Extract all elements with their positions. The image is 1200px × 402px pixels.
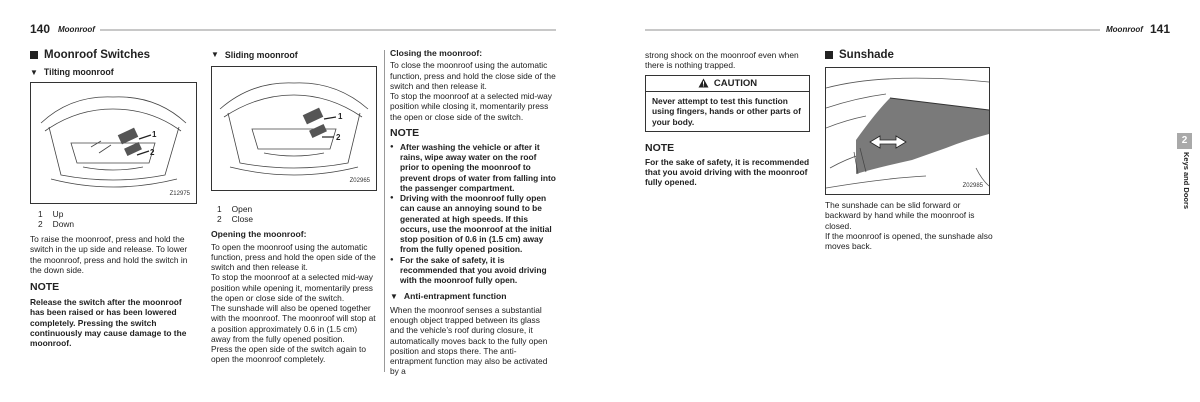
opening-paragraph-2: To stop the moonroof at a selected mid-way position while opening it, momentarily press the open or close side of the switch.: [211, 272, 373, 303]
moonroof-switches-title: Moonroof Switches: [44, 49, 151, 61]
sunshade-paragraph-1: The sunshade can be slid forward or backward by hand while the moonroof is closed.: [825, 200, 975, 231]
legend-num: 2: [217, 213, 222, 224]
sliding-subtitle: Sliding moonroof: [224, 50, 298, 60]
sunshade-title: Sunshade: [839, 49, 894, 61]
sunshade-figure-code: Z02985: [962, 182, 983, 189]
opening-paragraph-1: To open the moonroof using the automatic function, press and hold the open side of the switch and then release it.: [211, 241, 376, 273]
legend-num: 1: [217, 203, 222, 214]
note-heading-col1: NOTE: [30, 281, 60, 294]
left-page-number: 140: [30, 22, 51, 36]
tilting-subtitle: Tilting moonroof: [43, 67, 114, 78]
caution-box: [645, 75, 810, 132]
svg-text:1: 1: [338, 111, 343, 121]
legend-text: Open: [231, 203, 253, 214]
sliding-switch-illustration: [212, 67, 376, 190]
right-header-rule: [645, 29, 1100, 31]
note-list-col3: [390, 142, 556, 286]
legend-item-down: [38, 219, 200, 229]
legend-text: Close: [231, 213, 254, 224]
left-running-head: Moonroof: [58, 25, 95, 34]
closing-paragraph-2: To stop the moonroof at a selected mid-way position while closing it, momentarily press the open or close side of the switch.: [390, 91, 552, 122]
note-item: ● Driving with the moonroof fully open can cause an annoying sound to be generated at high speeds. If this occurs, use the moonroof at the initial stop position of 0.6 in (1.5 cm) away from the fully opened position.: [390, 193, 556, 255]
closing-heading: Closing the moonroof:: [390, 48, 483, 58]
svg-text:2: 2: [150, 147, 155, 157]
continued-text: strong shock on the moonroof even when there is nothing trapped.: [645, 50, 799, 71]
closing-paragraph-1: To close the moonroof using the automatic function, press and hold the close side of the switch and then release it.: [390, 60, 556, 91]
note-heading-col4: NOTE: [645, 141, 675, 154]
square-bullet-icon: [825, 51, 833, 59]
legend-num: 1: [38, 208, 43, 219]
sunshade-figure: [825, 67, 990, 195]
sliding-legend: [211, 204, 379, 225]
tilting-switch-illustration: [31, 83, 196, 203]
column-2: [211, 48, 379, 365]
column-4: [645, 48, 810, 187]
column-1: [30, 48, 200, 348]
moonroof-switches-heading: [30, 48, 200, 62]
triangle-down-icon: ▼: [211, 50, 219, 60]
note-item: ● For the sake of safety, it is recommended that you avoid driving with the moonroof fully open.: [390, 255, 556, 286]
left-header-rule: [100, 29, 556, 31]
sliding-subheading: [211, 50, 379, 61]
svg-text:2: 2: [336, 132, 341, 142]
sliding-figure-code: Z02965: [349, 178, 370, 185]
note-text-col1: Release the switch after the moonroof has been raised or has been lowered completely. Pressing the switch continuously may cause damage to the moonroof.: [30, 297, 187, 349]
tilting-switch-figure: [30, 82, 197, 204]
opening-paragraph-3: The sunshade will also be opened together with the moonroof. The moonroof will stop at a position approximately 0.6 in (1.5 cm) away from the fully opened position.: [211, 303, 376, 344]
sliding-switch-figure: [211, 66, 377, 191]
anti-entrapment-body: When the moonroof senses a substantial enough object trapped between its glass and the vehicle’s roof during closure, it automatically moves back to the fully open position and stops there. The anti-entrapment function may also be activated by a: [390, 304, 548, 377]
note-heading-col3: NOTE: [390, 126, 420, 139]
right-running-head: Moonroof: [1106, 25, 1143, 34]
anti-entrapment-title: Anti-entrapment function: [403, 291, 507, 302]
tilting-instructions: To raise the moonroof, press and hold the switch in the up side and release. To lower the moonroof, press and hold the switch in the down side.: [30, 234, 188, 275]
svg-text:1: 1: [152, 129, 157, 139]
legend-text: Down: [52, 218, 75, 229]
sunshade-illustration: [826, 68, 989, 194]
anti-entrapment-subheading: [390, 291, 556, 301]
right-page-number: 141: [1150, 22, 1171, 36]
note-text-col4: For the sake of safety, it is recommended that you avoid driving with the moonroof fully opened.: [645, 156, 810, 188]
square-bullet-icon: [30, 51, 38, 59]
sunshade-paragraph-2: If the moonroof is opened, the sunshade also moves back.: [825, 230, 993, 252]
tilting-subheading: [30, 67, 200, 78]
side-tab-label: Keys and Doors: [1182, 152, 1191, 210]
tilting-legend: [30, 209, 200, 230]
caution-title: CAUTION: [713, 77, 758, 89]
note-item: ● After washing the vehicle or after it rains, wipe away water on the roof prior to opening the moonroof to prevent drops of water from falling into the passenger compartment.: [390, 142, 556, 193]
warning-triangle-icon: [698, 78, 709, 88]
sunshade-heading: [825, 48, 993, 62]
opening-paragraph-4: Press the open side of the switch again to open the moonroof completely.: [211, 344, 367, 365]
caution-text: Never attempt to test this function using fingers, hands or other parts of your body.: [652, 96, 801, 127]
opening-heading: Opening the moonroof:: [211, 229, 307, 240]
legend-num: 2: [38, 218, 43, 229]
column-3: [390, 48, 556, 377]
caution-header: [646, 76, 809, 93]
legend-text: Up: [52, 208, 64, 219]
legend-item-up: [38, 209, 200, 219]
legend-item-close: [217, 214, 379, 224]
triangle-down-icon: ▼: [390, 291, 398, 301]
tilting-figure-code: Z12975: [169, 191, 190, 198]
triangle-down-icon: ▼: [30, 67, 38, 77]
side-tab-label-wrap: [1177, 152, 1192, 210]
side-tab-number: 2: [1177, 133, 1192, 149]
legend-item-open: [217, 204, 379, 214]
column-divider: [384, 50, 385, 372]
column-5: [825, 48, 993, 251]
